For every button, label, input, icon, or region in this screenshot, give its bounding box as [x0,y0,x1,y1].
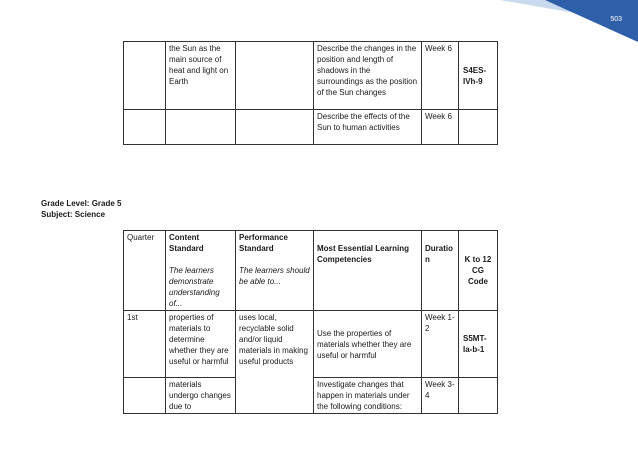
competency-cell: Describe the changes in the position and length of shadows in the surroundings as the position of the Sun changes [314,42,422,110]
grade-heading [41,198,121,220]
subject: Subject: Science [41,210,106,219]
code-cell [459,110,498,145]
competency-cell: Describe the effects of the Sun to human activities [314,110,422,145]
content-cell [166,110,236,145]
code-text: S5MT-Ia-b-1 [463,334,487,354]
quarter-cell [124,110,166,145]
competencies-header [314,231,422,311]
performance-cell [236,110,314,145]
content-standard-subtitle: The learners demonstrate understanding of... [169,266,220,308]
header-row [124,231,498,311]
grade-level: Grade Level: Grade 5 [41,199,122,208]
main-table [123,230,498,414]
content-standard-header [166,231,236,311]
duration-cell: Week 3-4 [422,378,459,414]
duration-cell: Week 6 [422,110,459,145]
page-number: 503 [610,16,622,23]
performance-standard-header [236,231,314,311]
duration-header [422,231,459,311]
content-cell: materials undergo changes due to [166,378,236,414]
competency-cell: Investigate changes that happen in materials under the following conditions: [314,378,422,414]
duration-cell: Week 6 [422,42,459,110]
table-row [124,311,498,378]
quarter-cell [124,42,166,110]
code-text: S4ES-IVh-9 [463,65,487,86]
quarter-cell [124,378,166,414]
performance-cell: uses local, recyclable solid and/or liquid materials in making useful products [236,311,314,414]
performance-cell [236,42,314,110]
competencies-title: Most Essential Learning Competencies [317,244,410,264]
code-title: K to 12 CG Code [464,255,492,286]
code-cell [459,378,498,414]
duration-cell: Week 1-2 [422,311,459,378]
quarter-cell: 1st [124,311,166,378]
spacer [169,254,232,265]
code-cell [459,42,498,110]
code-cell [459,311,498,378]
performance-standard-title: Performance Standard [239,233,288,253]
corner-shape-dark [545,0,638,42]
spacer [239,254,310,265]
code-header [459,231,498,311]
top-table [123,41,498,145]
content-cell: properties of materials to determine whether they are useful or harmful [166,311,236,378]
performance-standard-subtitle: The learners should be able to... [239,266,310,286]
quarter-header: Quarter [124,231,166,311]
duration-title: Duration [425,244,453,264]
table-row [124,110,498,145]
competency-cell: Use the properties of materials whether they are useful or harmful [314,311,422,378]
content-standard-title: Content Standard [169,233,204,253]
table-row [124,42,498,110]
content-cell: the Sun as the main source of heat and light on Earth [166,42,236,110]
